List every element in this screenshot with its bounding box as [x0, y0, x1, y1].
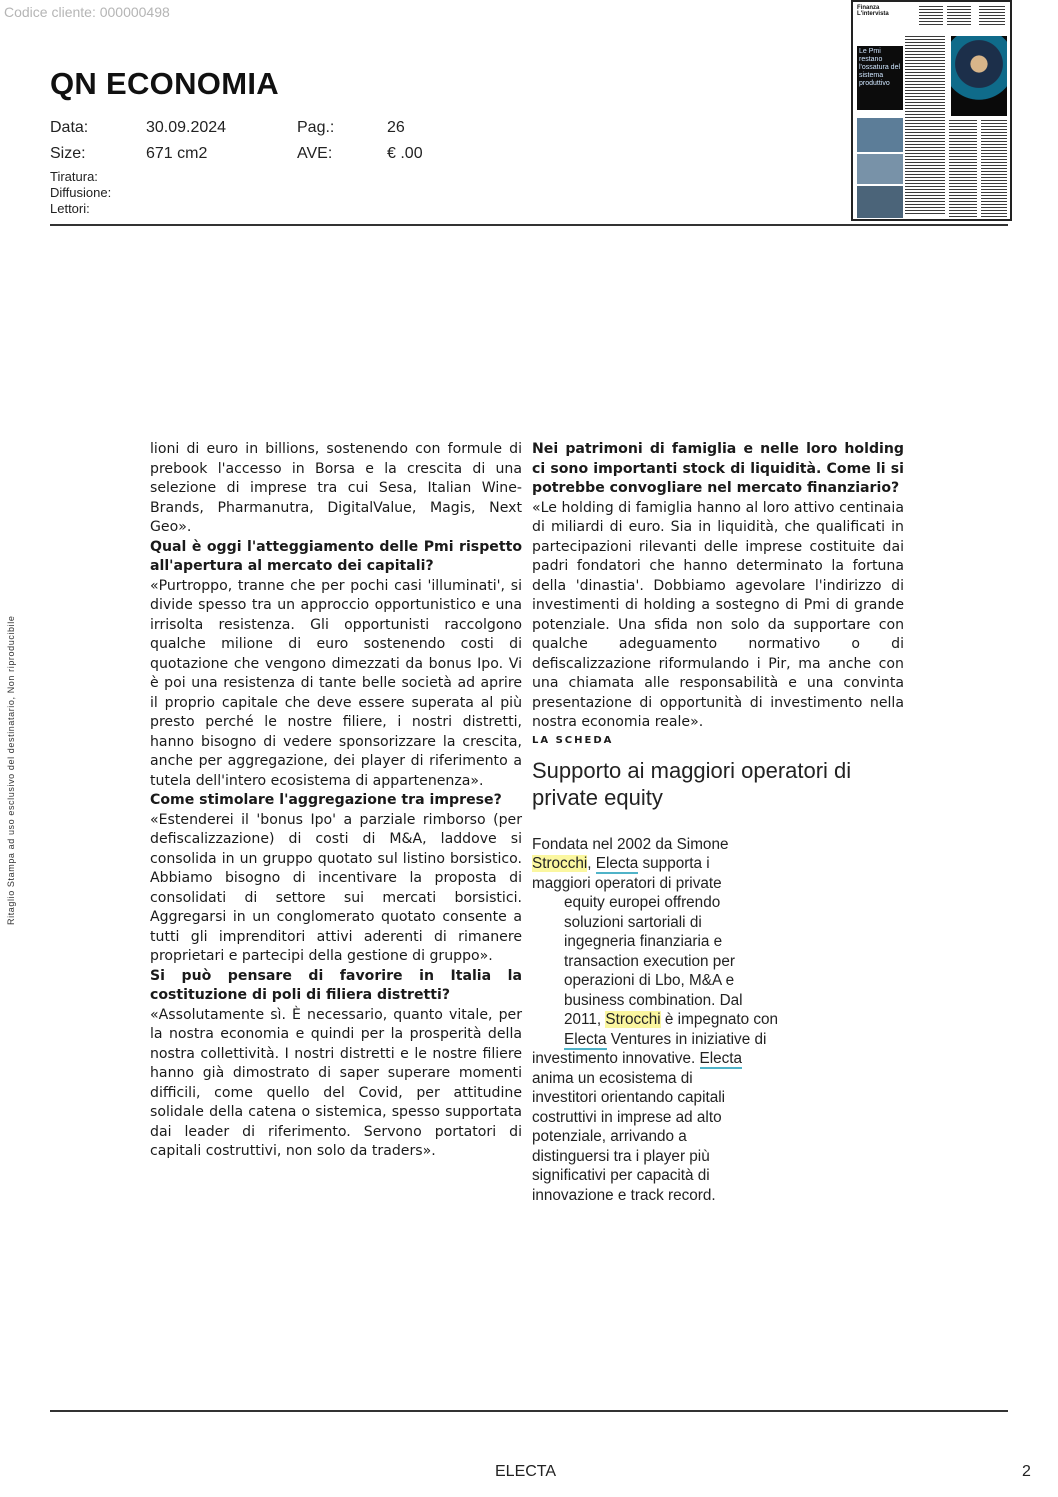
scheda-line — [532, 1049, 904, 1069]
tiratura-label: Tiratura: — [50, 169, 98, 184]
scheda-line: significativi per capacità di — [532, 1167, 710, 1184]
thumbnail-photo — [857, 118, 903, 152]
interview-question: Si può pensare di favorire in Italia la costituzione di poli di filiera distretti? — [150, 967, 522, 1003]
lettori-label: Lettori: — [50, 201, 90, 216]
scheda-text-run: investimento innovative. — [532, 1050, 700, 1067]
scheda-line: transaction execution per — [564, 952, 735, 970]
highlight-company: Electa — [699, 1050, 743, 1067]
thumbnail-section — [857, 5, 889, 17]
scheda-line: potenziale, arrivando a — [532, 1128, 687, 1145]
date-value: 30.09.2024 — [146, 119, 227, 136]
interview-answer: «Estenderei il 'bonus Ipo' a parziale rimborso (per defiscalizzazione) di costi di M&A, laddove si consolida in un gruppo quotato sul listino borsistico. Abbiamo bisogno di incentivare la proposta di consolidati di settore sui mercati borsistici. Aggregarsi in un conglomerato quotato consente a tutti gli imprenditori attivi aderenti di rimanere proprietari e partecipi della gestione di gruppo». — [150, 811, 522, 964]
scheda-text-run: supporta i — [638, 855, 710, 872]
scheda-line: equity europei offrendo — [564, 894, 721, 911]
publication-title: QN ECONOMIA — [50, 66, 279, 101]
thumbnail-text-block — [979, 6, 1005, 26]
highlight-company: Electa — [595, 855, 639, 872]
scheda-line: operazioni di Lbo, M&A e — [564, 972, 735, 989]
interview-answer: «Le holding di famiglia hanno al loro attivo centinaia di miliardi di euro. Sia in liquidità, che qualificati in partecipazioni rilevanti delle imprese costituite dai padri fondatori che hanno determinato la fortuna della 'dinastia'. Dobbiamo agevolare l'indirizzo di investimenti di holding a sostegno di Pmi di grande potenziale. Una sfida non solo da supportare con qualche adeguamento normativo o di defiscalizzazione riformulando i Pir, ma anche con una chiamata alle responsabilità e una convinta presentazione di opportunità di investimento nella nostra economia reale». — [532, 499, 904, 730]
thumbnail-text-block — [905, 36, 945, 216]
thumbnail-text-block — [919, 6, 943, 26]
separator: , — [587, 855, 596, 872]
scheda-line: ingegneria finanziaria e — [564, 933, 723, 950]
ave-value: € .00 — [387, 145, 423, 162]
thumbnail-text-block — [949, 120, 977, 218]
page-value: 26 — [387, 119, 405, 136]
scheda-line — [564, 1010, 904, 1030]
sidebar-box-label: LA SCHEDA — [532, 734, 614, 746]
reproduction-notice: Ritaglio Stampa ad uso esclusivo del destinatario, Non riproducibile — [6, 615, 16, 925]
scheda-line: innovazione e track record. — [532, 1186, 716, 1204]
interview-question: Nei patrimoni di famiglia e nelle loro holding ci sono importanti stock di liquidità. Come li si potrebbe convogliare nel mercato finanziario? — [532, 441, 904, 496]
article-left-column — [150, 440, 522, 1162]
footer-client: ELECTA — [495, 1463, 557, 1480]
sidebar-box-text — [532, 835, 904, 1206]
thumbnail-title-line1: Finanza — [857, 5, 880, 11]
thumbnail-title-line2: L'intervista — [857, 11, 889, 17]
highlight-name: Strocchi — [605, 1011, 661, 1028]
paragraph: lioni di euro in billions, sostenendo con formule di prebook l'accesso in Borsa e la crescita di una selezione di imprese tra cui Sesa, Italian Wine-Brands, Pharmanutra, DigitalValue, Magis, Next Geo». — [150, 441, 522, 535]
sidebar-box-title: Supporto ai maggiori operatori di private equity — [532, 757, 852, 810]
interview-question: Come stimolare l'aggregazione tra imprese? — [150, 792, 502, 808]
scheda-text-run: 2011, — [564, 1011, 606, 1028]
scheda-line: investitori orientando capitali — [532, 1089, 726, 1106]
size-value: 671 cm2 — [146, 145, 208, 162]
interview-question: Qual è oggi l'atteggiamento delle Pmi rispetto all'apertura al mercato dei capitali? — [150, 538, 522, 574]
client-code: Codice cliente: 000000498 — [4, 4, 170, 20]
page-thumbnail — [851, 0, 1012, 221]
scheda-line — [532, 854, 904, 874]
scheda-text-run: è impegnato con — [660, 1011, 779, 1028]
scheda-line: distinguersi tra i player più — [532, 1147, 710, 1165]
interview-answer: «Assolutamente sì. È necessario, quanto vitale, per la nostra economia e quindi per la prosperità della nostra collettività. I nostri distretti e le nostre filiere hanno già dimostrato di saper superare momenti difficili, come quello del Covid, per attitudine solidale della catena o sistemica, spesso supportata dai leader di riferimento. Servono portatori di capitali costruttivi, non solo da traders». — [150, 1006, 522, 1159]
size-label: Size: — [50, 145, 86, 162]
header-rule — [50, 224, 1008, 226]
thumbnail-headline: Le Pmi restano l'ossatura del sistema produttivo — [857, 46, 903, 110]
scheda-line: business combination. Dal — [564, 991, 743, 1009]
ave-label: AVE: — [297, 145, 333, 162]
thumbnail-photo — [857, 186, 903, 218]
footer-page-number: 2 — [1022, 1463, 1031, 1480]
scheda-text-run: Ventures in iniziative di — [606, 1030, 767, 1048]
scheda-line: Fondata nel 2002 da Simone — [532, 835, 729, 853]
thumbnail-text-block — [981, 120, 1007, 218]
scheda-line — [564, 1030, 904, 1050]
page-label: Pag.: — [297, 119, 335, 136]
interview-answer: «Purtroppo, tranne che per pochi casi 'illuminati', si divide spesso tra un approccio opportunistico e una irrisolta resistenza. Gli opportunisti raccolgono qualche milione di euro sostenendo costi di quotazione che vengono dimezzati da bonus Ipo. Vi è poi una resistenza di tante belle società ad aprire il proprio capitale che deve essere superata al più presto perché le nostre filiere, i nostri distretti, hanno bisogno di vedere sponsorizzare la crescita, anche per aggregazione, dei player di riferimento a tutela dell'intero ecosistema di appartenenza». — [150, 577, 522, 789]
footer-rule — [50, 1410, 1008, 1412]
highlight-name: Strocchi — [532, 855, 588, 872]
article-right-column — [532, 440, 904, 1205]
thumbnail-photo — [857, 154, 903, 184]
date-label: Data: — [50, 119, 89, 136]
thumbnail-portrait — [951, 36, 1007, 116]
scheda-line: anima un ecosistema di — [532, 1069, 693, 1087]
diffusione-label: Diffusione: — [50, 185, 112, 200]
scheda-line: costruttivi in imprese ad alto — [532, 1108, 722, 1126]
scheda-line: soluzioni sartoriali di — [564, 913, 702, 931]
scheda-line: maggiori operatori di private — [532, 874, 722, 892]
thumbnail-text-block — [947, 6, 971, 26]
highlight-company: Electa — [564, 1030, 607, 1048]
